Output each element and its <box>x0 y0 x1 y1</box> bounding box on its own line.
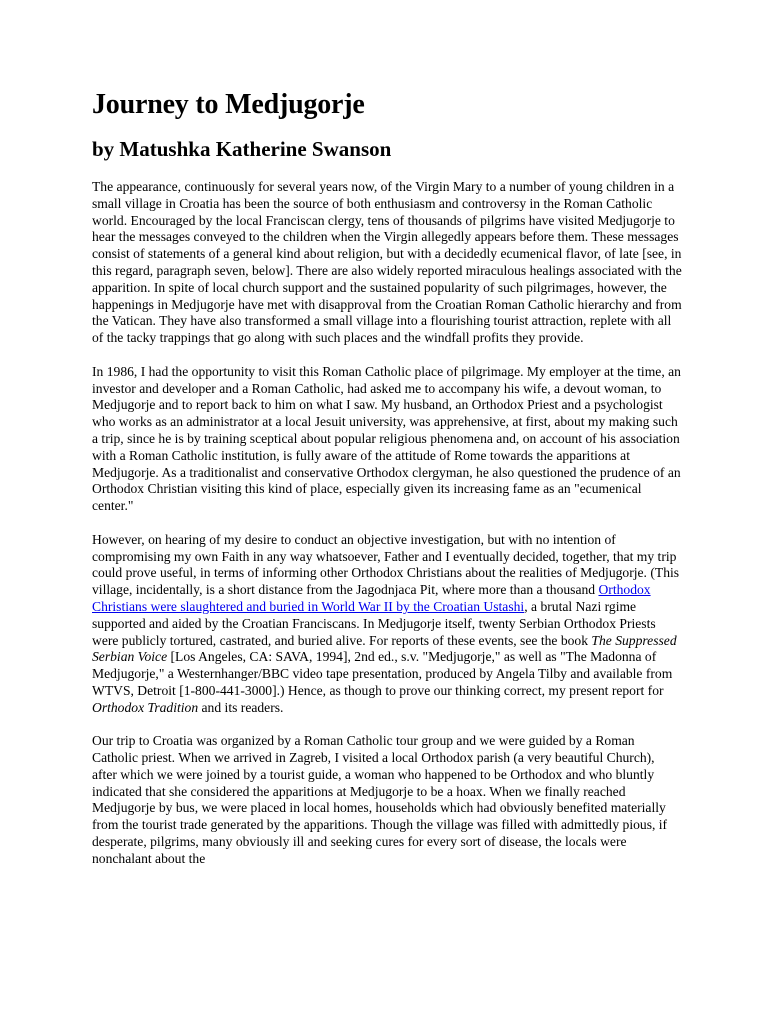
document-page <box>92 88 682 884</box>
journal-title: Orthodox Tradition <box>92 699 199 715</box>
book-title: The Suppressed Serbian Voice <box>92 632 677 665</box>
paragraph-3 <box>92 532 682 717</box>
document-body <box>92 179 682 868</box>
paragraph-3-text-4: and its readers. <box>198 699 284 715</box>
paragraph-3-text-2: , a brutal Nazi rgime supported and aided by the Croatian Franciscans. In Medjugorje itself, twenty Serbian Orthodox Priests were publicly tortured, castrated, and buried alive. For reports of these events, see the book <box>92 598 656 648</box>
paragraph-3-text-1: However, on hearing of my desire to conduct an objective investigation, but with no intention of compromising my own Faith in any way whatsoever, Father and I eventually decided, together, that my trip could prove useful, in terms of informing other Orthodox Christians about the realities of Medjugorje. (This village, incidentally, is a short distance from the Jagodnjaca Pit, where more than a thousand <box>92 531 680 598</box>
ustashi-link[interactable]: Orthodox Christians were slaughtered and buried in World War II by the Croatian Ustashi <box>92 582 651 614</box>
paragraph-4: Our trip to Croatia was organized by a Roman Catholic tour group and we were guided by a Roman Catholic priest. When we arrived in Zagreb, I visited a local Orthodox parish (a very beautiful Church), after which we were joined by a tourist guide, a woman who happened to be Orthodox and who bluntly indicated that she considered the apparitions at Medjugorje to be a hoax. When we finally reached Medjugorje by bus, we were placed in local homes, households which had obviously benefited materially from the tourist trade generated by the apparitions. Though the village was filled with admittedly pious, if desperate, pilgrims, many obviously ill and seeking cures for every sort of disease, the locals were nonchalant about the <box>92 733 668 866</box>
paragraph-1: The appearance, continuously for several years now, of the Virgin Mary to a number of young children in a small village in Croatia has been the source of both enthusiasm and controversy in the Roman Catholic world. Encouraged by the local Franciscan clergy, tens of thousands of pilgrims have visited Medjugorje to hear the messages conveyed to the children when the Virgin allegedly appears before them. These messages consist of statements of a general kind about religion, but with a decidedly ecumenical flavor, of late [see, in this regard, paragraph seven, below]. There are also widely reported miraculous healings associated with the apparition. In spite of local church support and the sustained popularity of such pilgrimages, however, the happenings in Medjugorje have met with disapproval from the Croatian Roman Catholic hierarchy and from the Vatican. They have also transformed a small village into a flourishing tourist attraction, replete with all of the tacky trappings that go along with such places and the windfall profits they provide. <box>92 179 682 346</box>
paragraph-2: In 1986, I had the opportunity to visit this Roman Catholic place of pilgrimage. My employer at the time, an investor and developer and a Roman Catholic, had asked me to accompany his wife, a devout woman, to Medjugorje and to report back to him on what I saw. My husband, an Orthodox Priest and a psychologist who works as an administrator at a local Jesuit university, was apprehensive, at first, about my making such a trip, since he is by training sceptical about popular religious phenomena and, on account of his association with a Roman Catholic institution, is fully aware of the attitude of Rome towards the apparitions at Medjugorje. As a traditionalist and conservative Orthodox clergyman, he also questioned the prudence of an Orthodox Christian visiting this kind of place, especially given its increasing fame as an "ecumenical center." <box>92 363 681 514</box>
document-title: Journey to Medjugorje <box>92 89 365 120</box>
document-byline: by Matushka Katherine Swanson <box>92 137 392 161</box>
paragraph-3-text-3: [Los Angeles, CA: SAVA, 1994], 2nd ed., s.v. "Medjugorje," as well as "The Madonna of Medjugorje," a Westernhanger/BBC video tape presentation, produced by Angela Tilby and available from WTVS, Detroit [1-800-441-3000].) Hence, as though to prove our thinking correct, my present report for <box>92 649 673 698</box>
